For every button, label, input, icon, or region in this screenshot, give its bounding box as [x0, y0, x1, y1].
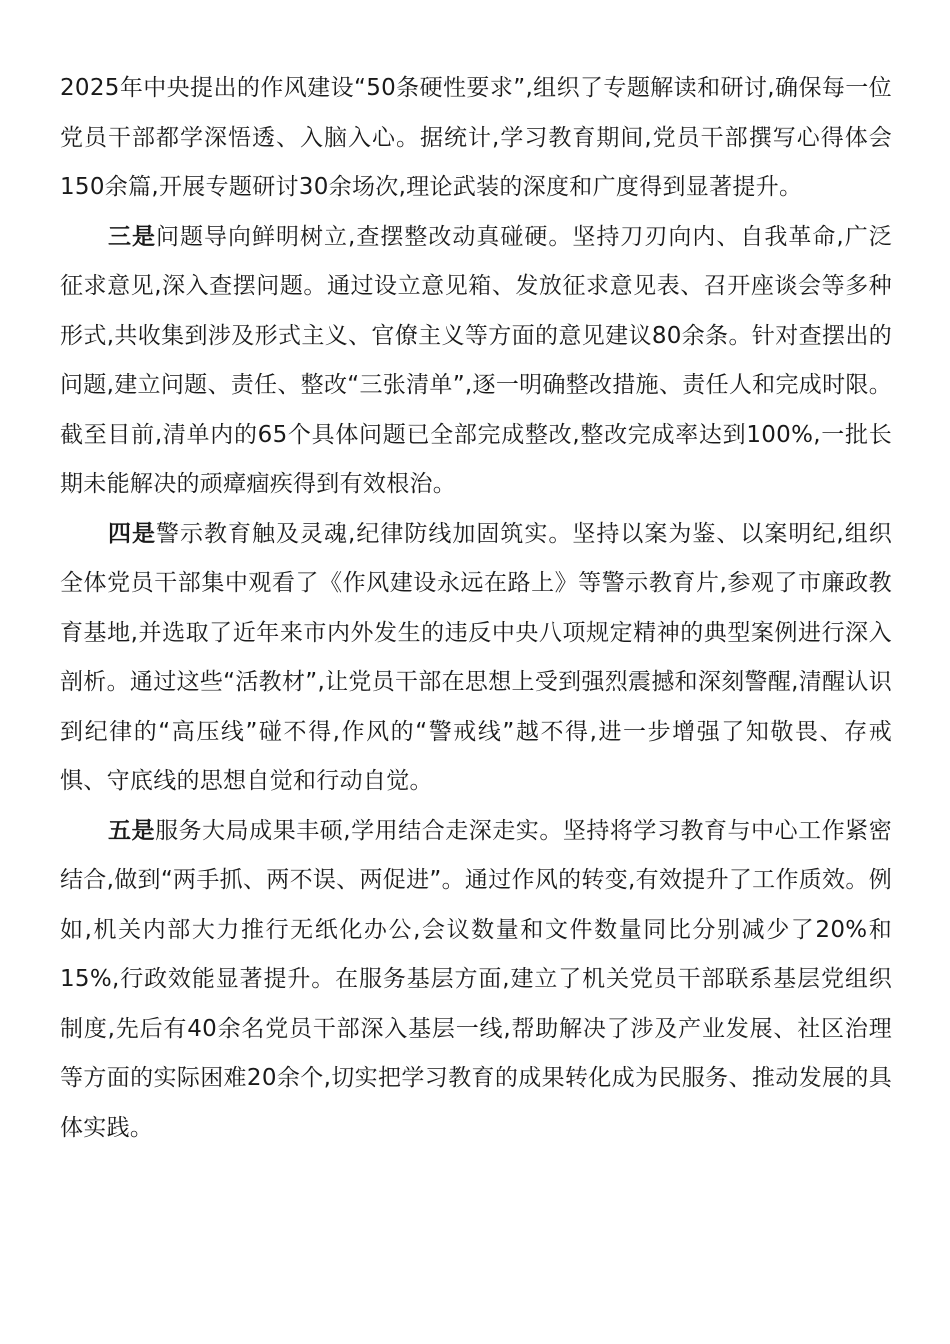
paragraph-4-lead: 五是	[108, 817, 156, 844]
paragraph-3-text: 警示教育触及灵魂,纪律防线加固筑实。坚持以案为鉴、以案明纪,组织全体党员干部集中观看了《作风建设永远在路上》等警示教育片,参观了市廉政教育基地,并选取了近年来市内外发生的违反中央八项规定精神的典型案例进行深入剖析。通过这些“活教材”,让党员干部在思想上受到强烈震撼和深刻警醒,清醒认识到纪律的“高压线”碰不得,作风的“警戒线”越不得,进一步增强了知敬畏、存戒惧、守底线的思想自觉和行动自觉。	[60, 520, 892, 794]
document-page	[60, 64, 892, 1153]
paragraph-1	[60, 64, 892, 213]
paragraph-4	[60, 807, 892, 1154]
paragraph-2-text: 问题导向鲜明树立,查摆整改动真碰硬。坚持刀刃向内、自我革命,广泛征求意见,深入查摆问题。通过设立意见箱、发放征求意见表、召开座谈会等多种形式,共收集到涉及形式主义、官僚主义等方面的意见建议80余条。针对查摆出的问题,建立问题、责任、整改“三张清单”,逐一明确整改措施、责任人和完成时限。截至目前,清单内的65个具体问题已全部完成整改,整改完成率达到100%,一批长期未能解决的顽瘴痼疾得到有效根治。	[60, 223, 892, 497]
paragraph-1-text: 2025年中央提出的作风建设“50条硬性要求”,组织了专题解读和研讨,确保每一位党员干部都学深悟透、入脑入心。据统计,学习教育期间,党员干部撰写心得体会150余篇,开展专题研讨30余场次,理论武装的深度和广度得到显著提升。	[60, 75, 892, 200]
paragraph-2-lead: 三是	[108, 223, 157, 250]
paragraph-2	[60, 213, 892, 510]
paragraph-3-lead: 四是	[108, 520, 157, 547]
paragraph-3	[60, 510, 892, 807]
paragraph-4-text: 服务大局成果丰硕,学用结合走深走实。坚持将学习教育与中心工作紧密结合,做到“两手抓、两不误、两促进”。通过作风的转变,有效提升了工作质效。例如,机关内部大力推行无纸化办公,会议数量和文件数量同比分别减少了20%和15%,行政效能显著提升。在服务基层方面,建立了机关党员干部联系基层党组织制度,先后有40余名党员干部深入基层一线,帮助解决了涉及产业发展、社区治理等方面的实际困难20余个,切实把学习教育的成果转化成为民服务、推动发展的具体实践。	[60, 817, 892, 1141]
